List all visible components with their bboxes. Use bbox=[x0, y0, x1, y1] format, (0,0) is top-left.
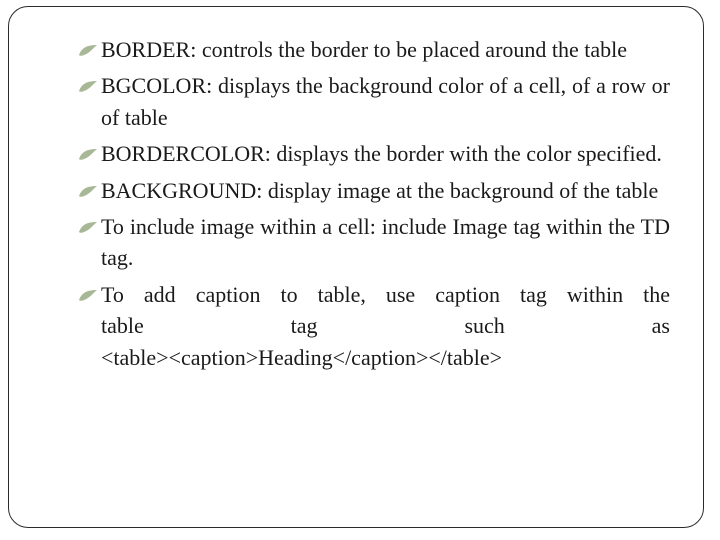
bullet-list bbox=[78, 34, 670, 373]
bullet-item-border bbox=[78, 34, 670, 65]
bullet-text-tail: <table><caption>Heading</caption></table> bbox=[101, 344, 503, 370]
bullet-item-bgcolor bbox=[78, 70, 670, 133]
spread-word: table bbox=[101, 313, 144, 339]
spread-word: as bbox=[651, 313, 670, 339]
leaf-bullet-icon bbox=[78, 185, 98, 198]
bullet-text: BORDERCOLOR: displays the border with the color specified. bbox=[101, 141, 662, 167]
bullet-text-spread-line bbox=[101, 310, 670, 341]
leaf-bullet-icon bbox=[78, 221, 98, 234]
spread-word: tag bbox=[290, 313, 318, 339]
bullet-item-bordercolor bbox=[78, 138, 670, 169]
bullet-item-image bbox=[78, 211, 670, 274]
slide-content bbox=[78, 34, 670, 378]
bullet-item-background bbox=[78, 175, 670, 206]
bullet-item-caption bbox=[78, 279, 670, 373]
bullet-text: BACKGROUND: display image at the background of the table bbox=[101, 177, 659, 203]
leaf-bullet-icon bbox=[78, 80, 98, 93]
bullet-text: BGCOLOR: displays the background color of a cell, of a row or of table bbox=[101, 73, 670, 130]
spread-word: such bbox=[464, 313, 505, 339]
leaf-bullet-icon bbox=[78, 289, 98, 302]
bullet-text: To include image within a cell: include Image tag within the TD tag. bbox=[101, 214, 670, 271]
leaf-bullet-icon bbox=[78, 148, 98, 161]
bullet-text-lead: To add caption to table, use caption tag within the bbox=[101, 281, 670, 307]
leaf-bullet-icon bbox=[78, 44, 98, 57]
bullet-text: BORDER: controls the border to be placed around the table bbox=[101, 37, 628, 62]
